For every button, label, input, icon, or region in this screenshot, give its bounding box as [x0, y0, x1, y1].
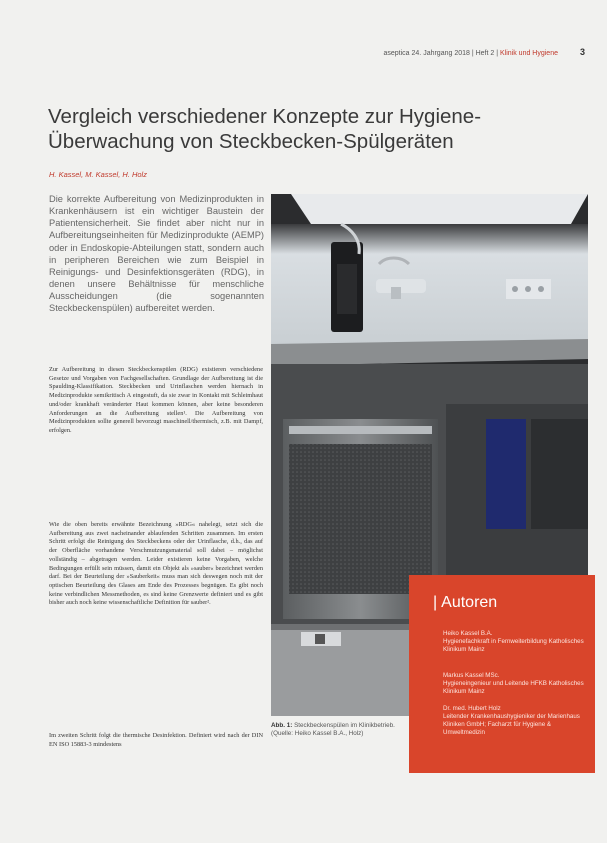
author-name: Heiko Kassel B.A. [443, 630, 493, 637]
author-affiliation: Hygieneingenieur und Leitende HFKB Katholisches Klinikum Mainz [443, 680, 584, 695]
author-affiliation: Leitender Krankenhaushygieniker der Marienhaus Kliniken GmbH; Facharzt für Hygiene & Umweltmedizin [443, 713, 580, 736]
author-name: Markus Kassel MSc. [443, 672, 500, 679]
caption-text: Steckbeckenspülen im Klinikbetrieb. (Quelle: Heiko Kassel B.A., Holz) [271, 722, 395, 737]
caption-label: Abb. 1: [271, 722, 293, 729]
body-paragraph-2: Wie die oben bereits erwähnte Bezeichnung »RDG« nahelegt, setzt sich die Aufbereitung aus zwei nacheinander ablaufenden Schritten zusammen. Im ersten Schritt erfolgt die Reinigung des Steckbeckens oder der Urinflasche, d.h., das auf der Oberfläche vorhandene Verschmutzungsmaterial soll dabei – möglichst vollständig – abgetragen werden. Leider existieren keine Vorgaben, welche Bedingungen erfüllt sein müssen, damit ein Objekt als »sauber« bezeichnet werden darf. Bei der Beurteilung der »Sauberkeit« muss man sich deswegen noch mit der optischen Beurteilung des Glases am Ende des Prozesses begnügen. Es gibt noch keine verbindlichen Messmethoden, es sind keine Grenzwerte definiert und es gibt bisher auch noch keine wissenschaftliche Definition für sauber². [49, 521, 263, 607]
lead-paragraph: Die korrekte Aufbereitung von Medizinprodukten in Krankenhäusern ist ein wichtiger Baustein der Patientensicherheit. Sie findet aber nicht nur in Aufbereitungseinheiten für Medizinprodukte (AEMP) oder in Endoskopie-Abteilungen statt, sondern auch in peripheren Bereichen wie zum Beispiel in Reinigungs- und Desinfektionsgeräten (RDG), in denen unsere Behältnisse für menschliche Ausscheidungen (die sogenannten Steckbeckenspülen) aufbereitet werden. [49, 194, 264, 314]
author-entry [443, 672, 591, 696]
authors-box [409, 575, 595, 773]
authors-box-heading: Autoren [441, 594, 498, 611]
running-header [384, 47, 586, 57]
author-entry [443, 705, 591, 737]
author-name: Dr. med. Hubert Holz [443, 705, 501, 712]
author-affiliation: Hygienefachkraft in Fernweiterbildung Katholisches Klinikum Mainz [443, 638, 584, 653]
author-byline: H. Kassel, M. Kassel, H. Holz [49, 170, 147, 179]
authors-box-title [433, 594, 497, 612]
journal-info: aseptica 24. Jahrgang 2018 | Heft 2 | [383, 50, 500, 57]
article-title: Vergleich verschiedener Konzepte zur Hygiene-Überwachung von Steckbecken-Spülgeräten [48, 105, 482, 153]
section-name: Klinik und Hygiene [500, 50, 558, 57]
figure-caption [271, 722, 403, 738]
author-entry [443, 630, 591, 654]
title-bar-glyph: | [433, 594, 438, 611]
page-number: 3 [579, 47, 585, 57]
body-paragraph-1: Zur Aufbereitung in diesen Steckbeckenspülen (RDG) existieren verschiedene Gesetze und Vorgaben von Fachgesellschaften. Grundlage der Aufbereitung ist die Spaulding-Klassifikation. Steckbecken und Urinflaschen werden hiernach in Medizinprodukte semikritisch A eingestuft, da sie zwar in Kontakt mit Schleimhaut und/oder krankhaft veränderter Haut kommen können, aber keine besonderen Anforderungen an die Aufbereitung stellen¹. Die Aufbereitung von Medizinprodukten sollte generell bevorzugt maschinell/thermisch, z.B. mit Dampf, erfolgen. [49, 366, 263, 434]
body-paragraph-3: Im zweiten Schritt folgt die thermische Desinfektion. Definiert wird nach der DIN EN ISO 15883-3 mindestens [49, 732, 263, 748]
